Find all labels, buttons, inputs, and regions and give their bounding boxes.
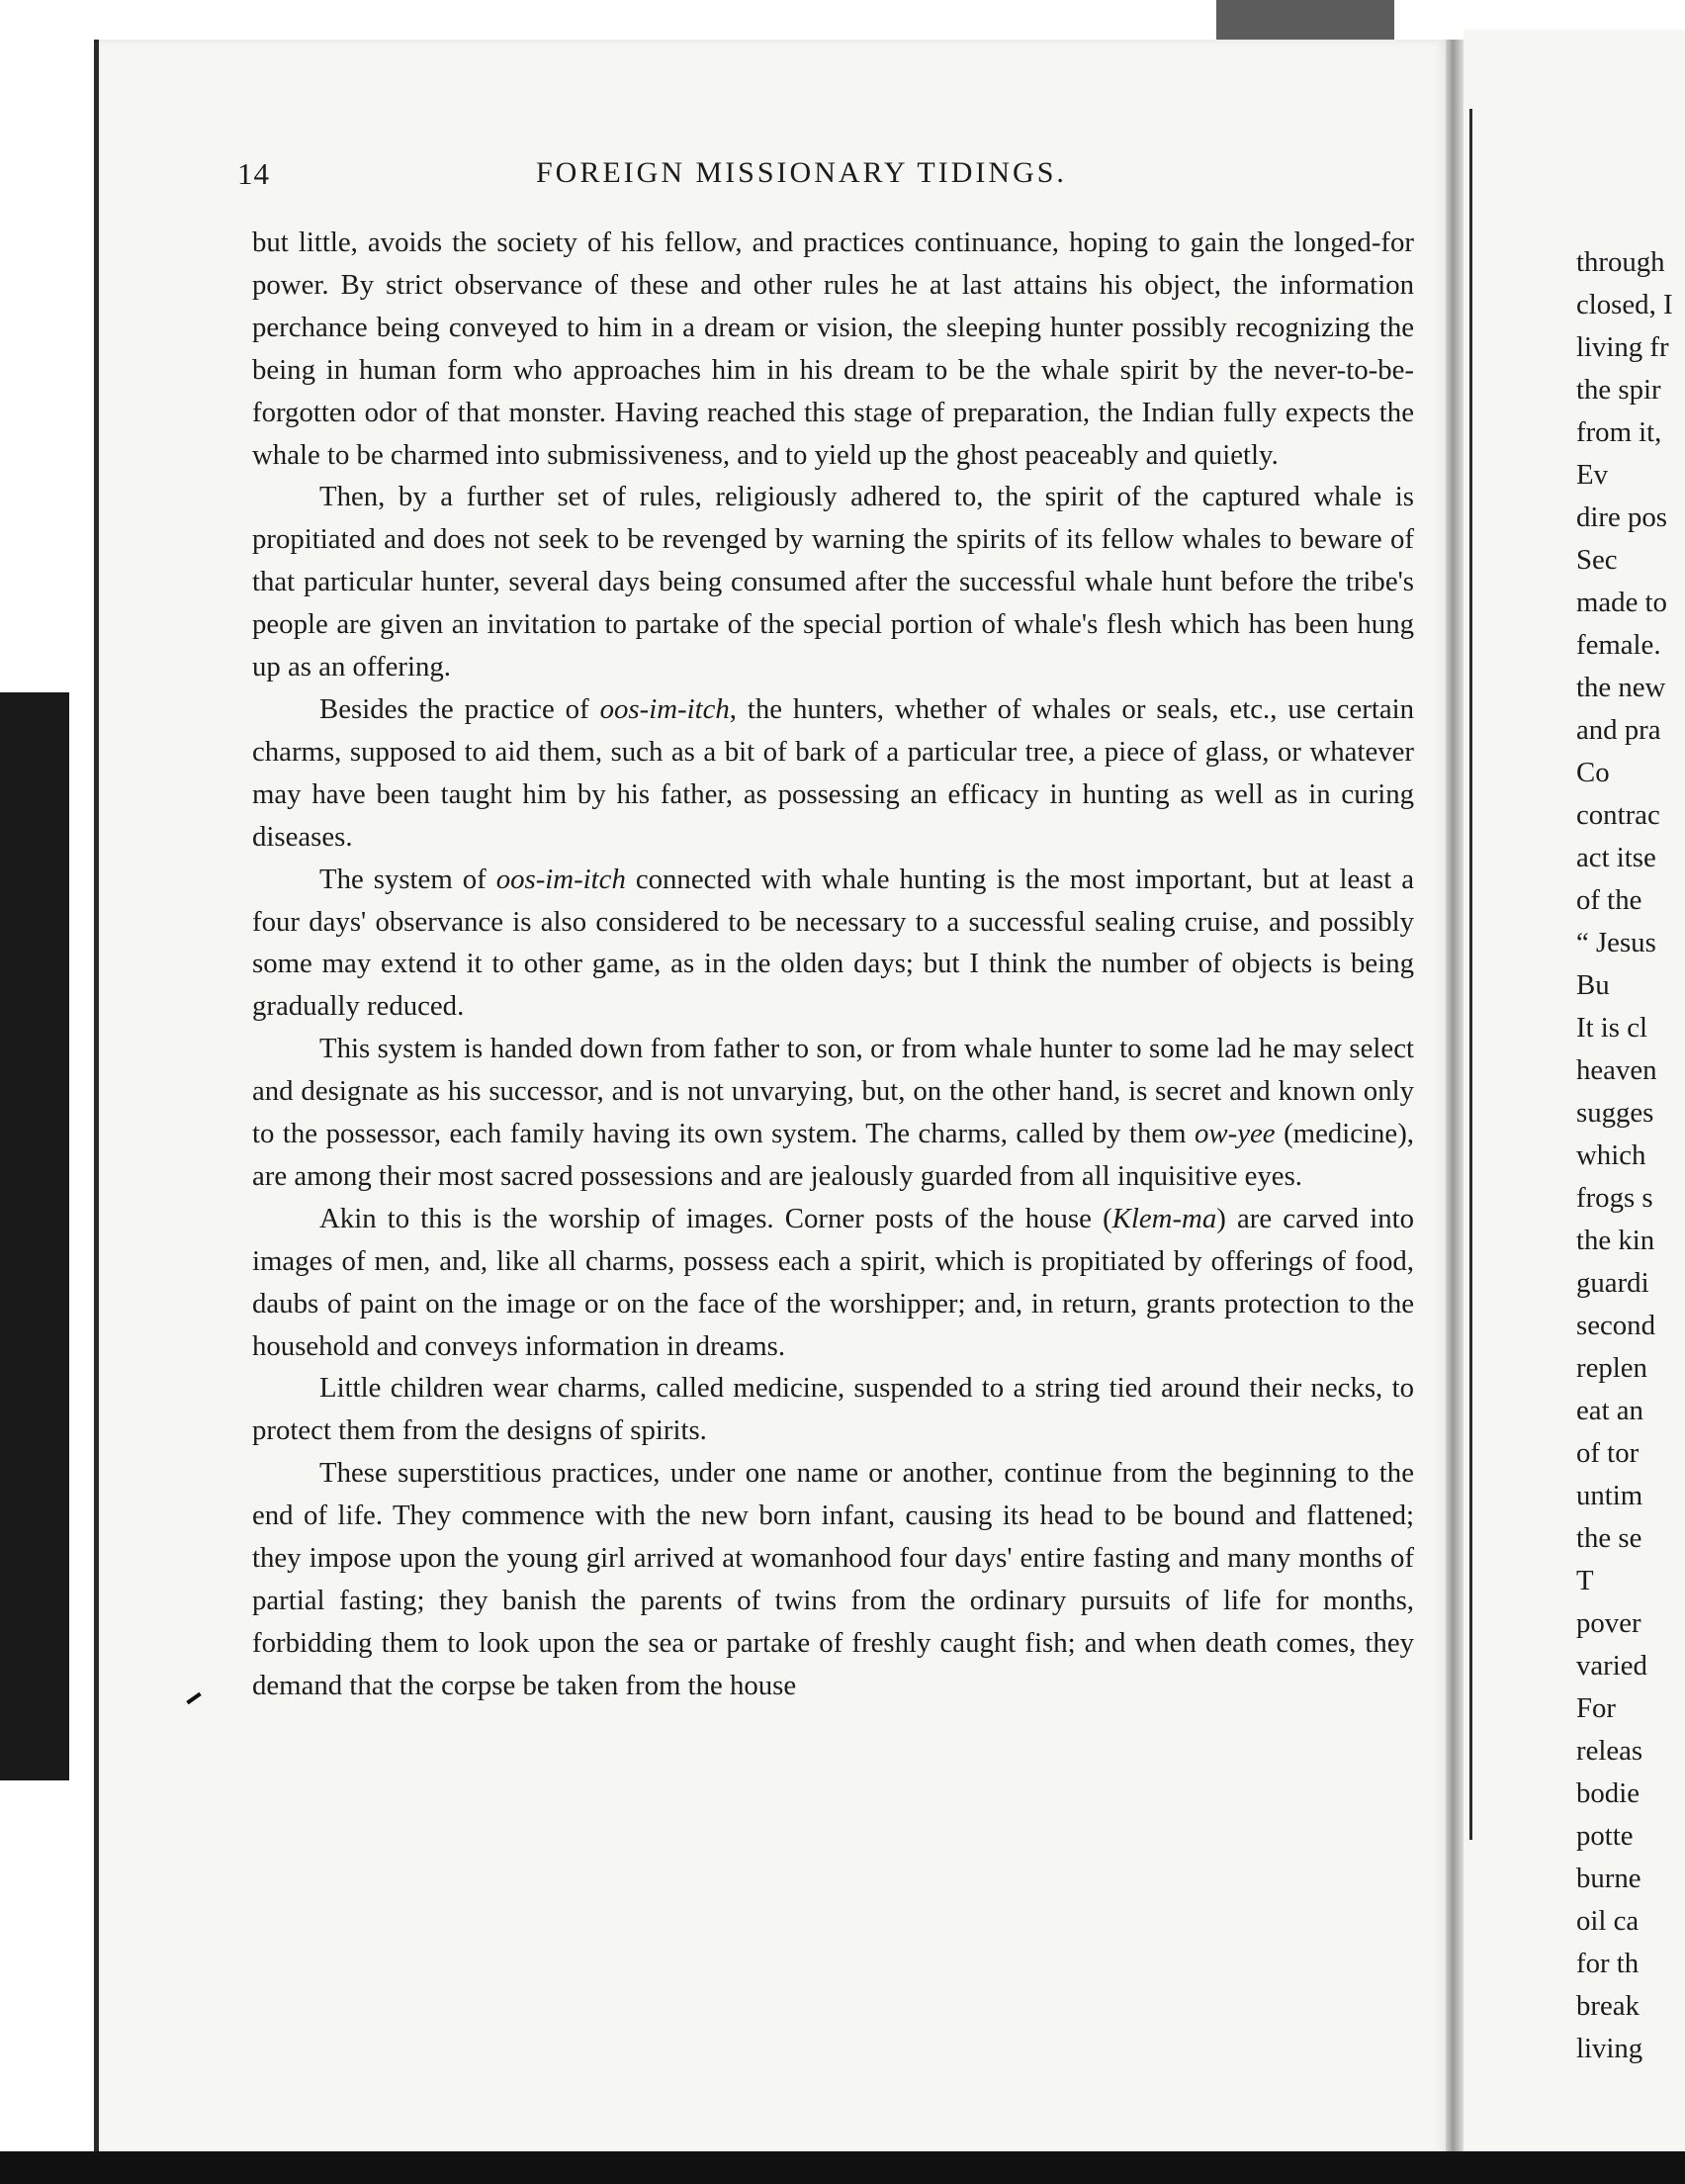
right-page-line-fragment: “ Jesus: [1576, 927, 1656, 958]
paragraph: [252, 1452, 1414, 1706]
page-number: 14: [237, 156, 270, 191]
right-page-margin-line: [1469, 109, 1472, 1840]
right-page-line-fragment: the kin: [1576, 1225, 1655, 1256]
paragraph-text: but little, avoids the society of his fellow, and practices continuance, hoping to gain the longed-for power. By strict observance of these and other rules he at last attains his object, the information perchance being conveyed to him in a dream or vision, the sleeping hunter possibly recognizing the being in human form who approaches him in his dream to be the whale spirit by the never-to-be-forgotten odor of that monster. Having reached this stage of preparation, the Indian fully expects the whale to be charmed into submissiveness, and to yield up the ghost peaceably and quietly.: [252, 227, 1414, 471]
italic-term: oos-im-itch: [599, 692, 730, 725]
right-page-line-fragment: which: [1576, 1139, 1646, 1171]
paragraph-text: Then, by a further set of rules, religiously adhered to, the spirit of the captured whale is propitiated and does not seek to be revenged by warning the spirits of its fellow whales to beware of that particular hunter, several days being consumed after the successful whale hunt before the tribe's people are given an invitation to partake of the special portion of whale's flesh which has been hung up as an offering.: [252, 481, 1414, 683]
paragraph-text: Little children wear charms, called medicine, suspended to a string tied around their necks, to protect them from the designs of spirits.: [252, 1372, 1414, 1447]
paragraph: [252, 859, 1414, 1029]
right-page-line-fragment: of the: [1576, 884, 1642, 916]
right-page-line-fragment: T: [1576, 1565, 1594, 1596]
right-page-line-fragment: varied: [1576, 1650, 1647, 1682]
paragraph: [252, 1367, 1414, 1452]
paragraph: [252, 222, 1414, 476]
paragraph-text: The system of: [319, 863, 496, 895]
right-page-line-fragment: frogs s: [1576, 1182, 1653, 1214]
running-head: [237, 156, 1424, 196]
right-page-line-fragment: from it,: [1576, 416, 1662, 448]
right-page-line-fragment: for th: [1576, 1948, 1640, 1979]
right-page-line-fragment: second: [1576, 1310, 1655, 1341]
scan-left-shadow: [0, 692, 69, 1780]
right-page-line-fragment: sugges: [1576, 1097, 1654, 1129]
book-gutter: [1446, 40, 1463, 2156]
paragraph: [252, 1198, 1414, 1368]
paragraph-text: These superstitious practices, under one name or another, continue from the beginning to the end of life. They commence with the new born infant, causing its head to be bound and flattened; they impose upon the young girl arrived at womanhood four days' entire fasting and many months of partial fasting; they banish the parents of twins from the ordinary pursuits of life for months, forbidding them to look upon the sea or partake of freshly caught fish; and when death comes, they demand that the corpse be taken from the house: [252, 1457, 1414, 1701]
right-page-line-fragment: living fr: [1576, 331, 1669, 363]
right-page-line-fragment: female.: [1576, 629, 1661, 661]
right-page-line-fragment: oil ca: [1576, 1905, 1640, 1937]
right-page-text-fragments: [1576, 241, 1685, 2070]
right-page-line-fragment: replen: [1576, 1352, 1647, 1384]
paragraph-text: connected with whale hunting is the most important, but at least a four days' observance is also considered to be necessary to a successful sealing cruise, and possibly some may extend it to other game, as in the olden days; but I think the number of objects is being gradually reduced.: [252, 863, 1414, 1023]
right-page-line-fragment: the se: [1576, 1522, 1642, 1554]
italic-term: Klem-ma: [1111, 1202, 1217, 1234]
right-page-line-fragment: burne: [1576, 1863, 1641, 1894]
right-page-line-fragment: living: [1576, 2033, 1643, 2064]
italic-term: ow-yee: [1195, 1118, 1276, 1150]
right-page-line-fragment: the new: [1576, 672, 1666, 703]
right-page-line-fragment: closed, I: [1576, 289, 1673, 320]
paragraph-text: (medicine), are among their most sacred possessions and are jealously guarded from all inquisitive eyes.: [252, 1118, 1414, 1192]
right-page-line-fragment: Co: [1576, 757, 1610, 788]
right-page-line-fragment: break: [1576, 1990, 1640, 2022]
scan-top-strip: [1216, 0, 1394, 45]
right-page-line-fragment: and pra: [1576, 714, 1661, 746]
right-page-line-fragment: dire pos: [1576, 501, 1667, 533]
paragraph-text: , the hunters, whether of whales or seals, etc., use certain charms, supposed to aid them, such as a bit of bark of a particular tree, a piece of glass, or whatever may have been taught him by his father, as possessing an efficacy in hunting as well as in curing diseases.: [252, 692, 1415, 853]
right-page-line-fragment: guardi: [1576, 1267, 1649, 1299]
right-page-line-fragment: untim: [1576, 1480, 1643, 1511]
paragraph-text: Besides the practice of: [319, 692, 600, 725]
right-page-line-fragment: bodie: [1576, 1777, 1640, 1809]
paragraph: [252, 688, 1414, 859]
left-page-body-text: [252, 222, 1414, 1707]
right-page-line-fragment: Sec: [1576, 544, 1618, 576]
paragraph-text: ) are carved into images of men, and, like all charms, possess each a spirit, which is propitiated by offerings of food, daubs of paint on the image or on the face of the worshipper; and, in return, grants protection to the household and conveys information in dreams.: [252, 1202, 1414, 1362]
right-page-line-fragment: It is cl: [1576, 1012, 1647, 1044]
right-page-line-fragment: heaven: [1576, 1054, 1657, 1086]
right-page-line-fragment: Ev: [1576, 459, 1608, 491]
italic-term: oos-im-itch: [495, 863, 626, 895]
right-page-line-fragment: For: [1576, 1692, 1617, 1724]
right-page-line-fragment: through: [1576, 246, 1665, 278]
right-page-line-fragment: the spir: [1576, 374, 1661, 406]
paragraph-text: This system is handed down from father to son, or from whale hunter to some lad he may select and designate as his successor, and is not unvarying, but, on the other hand, is secret and known only to the possessor, each family having its own system. The charms, called by them: [252, 1033, 1414, 1150]
right-page-line-fragment: contrac: [1576, 799, 1660, 831]
right-page-line-fragment: Bu: [1576, 969, 1610, 1001]
scan-bottom-shadow: [0, 2151, 1685, 2184]
paragraph: [252, 1028, 1414, 1198]
right-page-line-fragment: potte: [1576, 1820, 1634, 1852]
right-page-line-fragment: pover: [1576, 1607, 1641, 1639]
paragraph-text: Akin to this is the worship of images. Corner posts of the house (: [319, 1202, 1112, 1234]
header-title: FOREIGN MISSIONARY TIDINGS.: [536, 156, 1067, 189]
right-page-line-fragment: of tor: [1576, 1437, 1640, 1469]
right-page-line-fragment: act itse: [1576, 842, 1656, 873]
right-page-line-fragment: made to: [1576, 587, 1667, 618]
right-page-line-fragment: releas: [1576, 1735, 1643, 1767]
right-page-line-fragment: eat an: [1576, 1395, 1643, 1426]
paragraph: [252, 476, 1414, 688]
